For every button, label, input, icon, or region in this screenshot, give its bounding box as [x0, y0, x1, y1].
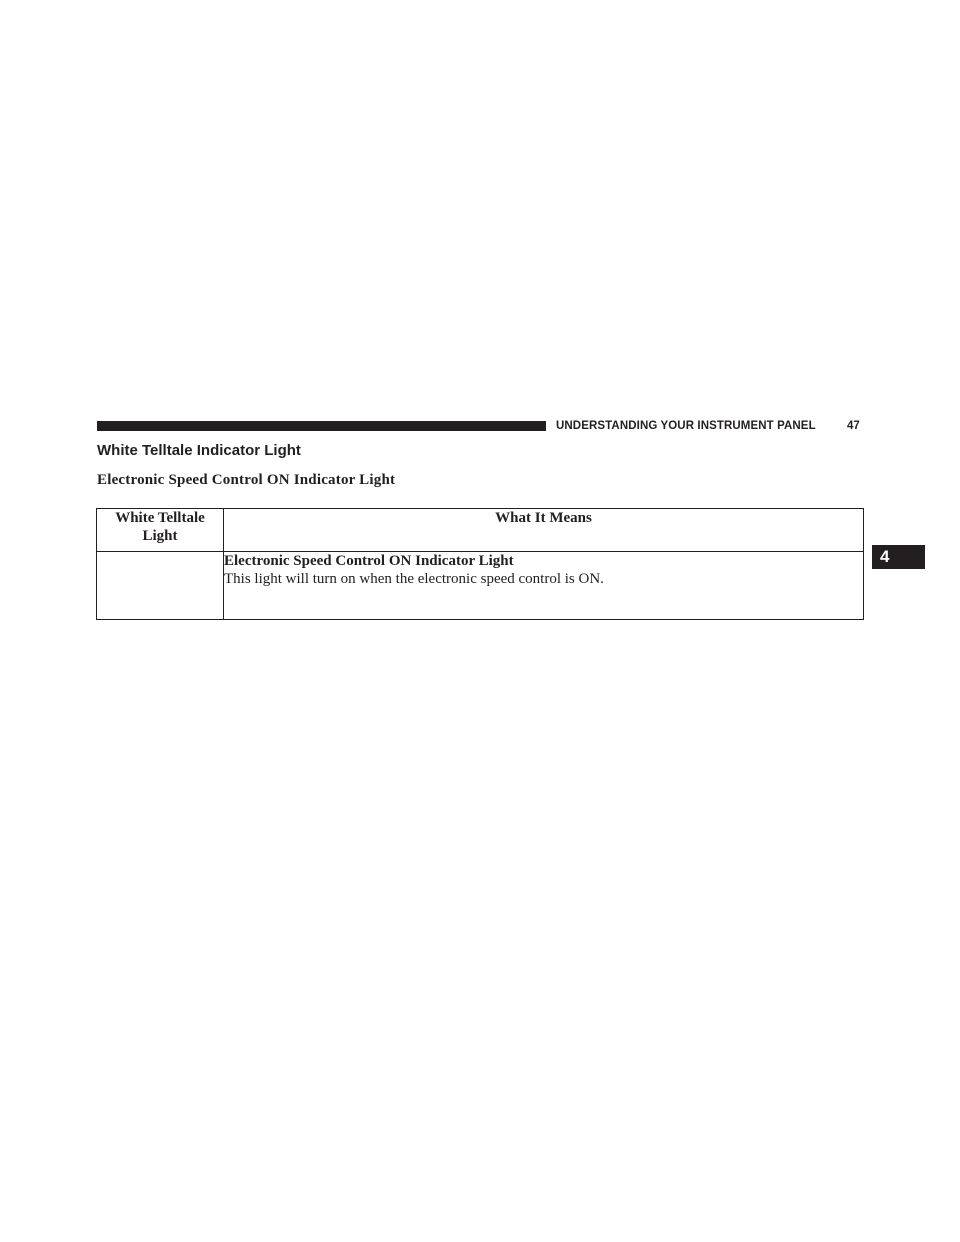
meaning-cell [224, 552, 864, 620]
section-heading: White Telltale Indicator Light [97, 442, 301, 459]
table-header-row [97, 509, 864, 552]
row-description: This light will turn on when the electronic speed control is ON. [224, 571, 604, 587]
table-row [97, 552, 864, 620]
chapter-tab: 4 [872, 545, 925, 569]
row-title: Electronic Speed Control ON Indicator Light [224, 553, 514, 569]
telltale-icon-cell [97, 552, 224, 620]
column-header-means: What It Means [224, 509, 864, 552]
sub-heading: Electronic Speed Control ON Indicator Light [97, 472, 396, 488]
running-header-title: UNDERSTANDING YOUR INSTRUMENT PANEL [556, 420, 816, 432]
page-number: 47 [847, 420, 860, 432]
column-header-light: White Telltale Light [97, 509, 224, 552]
header-rule [97, 421, 546, 431]
telltale-table [96, 508, 864, 620]
